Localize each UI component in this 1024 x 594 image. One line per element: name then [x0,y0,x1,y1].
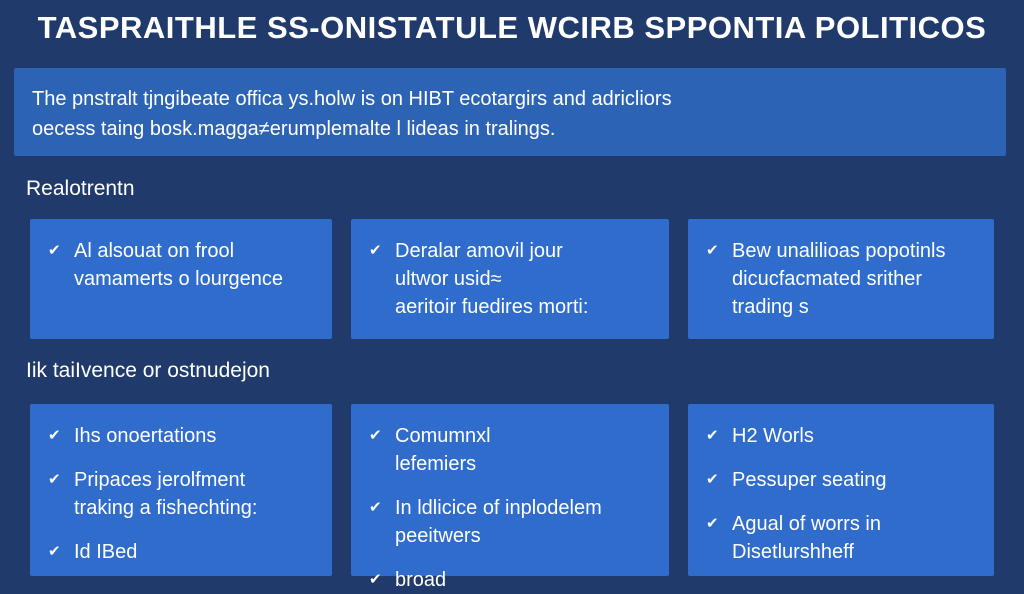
list-item-line: Comumnxl [395,425,491,447]
list-item-line: ultwor usid≈ [395,268,502,290]
list-item [706,422,984,450]
card [688,404,994,576]
list-item-line: Disetlurshheff [732,541,854,563]
list-item-line: lefemiers [395,453,477,475]
list-item-line: Al alsouat on frool [74,240,235,262]
list-item-line: aeritoir fuedires morti: [395,296,589,318]
list-item-line: H2 Worls [732,425,814,447]
list-item-line: peeitwers [395,525,481,547]
list-item [48,237,322,293]
check-icon: ✔ [48,427,61,444]
check-icon: ✔ [369,571,382,588]
list-item-text [395,494,659,550]
section-label: Iik taiIvence or ostnudejon [26,359,270,382]
list-item-line: Id IBed [74,541,138,563]
list-item [706,237,984,321]
intro-line: oecess taing bosk.magga≠erumplemalte l lideas in tralings. [32,118,556,140]
check-icon: ✔ [706,515,719,532]
list-item-text [732,237,984,321]
list-item-line: Agual of worrs in [732,513,881,535]
list-item-line: Pessuper seating [732,469,887,491]
list-item [48,422,322,450]
check-icon: ✔ [706,471,719,488]
list-item [369,494,659,550]
list-item [369,422,659,478]
list-item-text [74,538,322,566]
list-item-text [74,422,322,450]
card [30,219,332,339]
check-icon: ✔ [706,427,719,444]
card [351,219,669,339]
section-label: Realotrentn [26,177,135,200]
list-item-line: traking a fishechting: [74,497,258,519]
card [30,404,332,576]
list-item-line: Ihs onoertations [74,425,217,447]
list-item [706,466,984,494]
intro-panel [14,68,1006,156]
list-item-line: trading s [732,296,809,318]
list-item-line: Deralar amovil jour [395,240,563,262]
list-item-text [732,422,984,450]
list-item-text [395,566,659,594]
page-title: TASPRAITHLE SS-ONISTATULE WCIRB SPPONTIA POLITICOS [37,10,987,45]
check-icon: ✔ [706,242,719,259]
check-icon: ✔ [48,471,61,488]
list-item [369,566,659,594]
list-item [48,538,322,566]
list-item [369,237,659,321]
card [351,404,669,591]
list-item-line: Bew unalilioas popotinls [732,240,946,262]
list-item [706,510,984,566]
list-item-line: broad [395,569,447,591]
list-item-line: dicucfacmated srither [732,268,923,290]
list-item-text [74,237,322,293]
list-item [48,466,322,522]
list-item-text [732,466,984,494]
check-icon: ✔ [48,242,61,259]
check-icon: ✔ [48,543,61,560]
card [688,219,994,339]
check-icon: ✔ [369,499,382,516]
list-item-text [732,510,984,566]
list-item-text [395,422,659,478]
list-item-line: Pripaces jerolfment [74,469,246,491]
check-icon: ✔ [369,427,382,444]
list-item-line: vamamerts o lourgence [74,268,283,290]
list-item-line: In ldlicice of inplodelem [395,497,602,519]
list-item-text [395,237,659,321]
check-icon: ✔ [369,242,382,259]
intro-line: The pnstralt tjngibeate offica ys.holw is on HIBT ecotargirs and adricliors [32,88,672,110]
list-item-text [74,466,322,522]
